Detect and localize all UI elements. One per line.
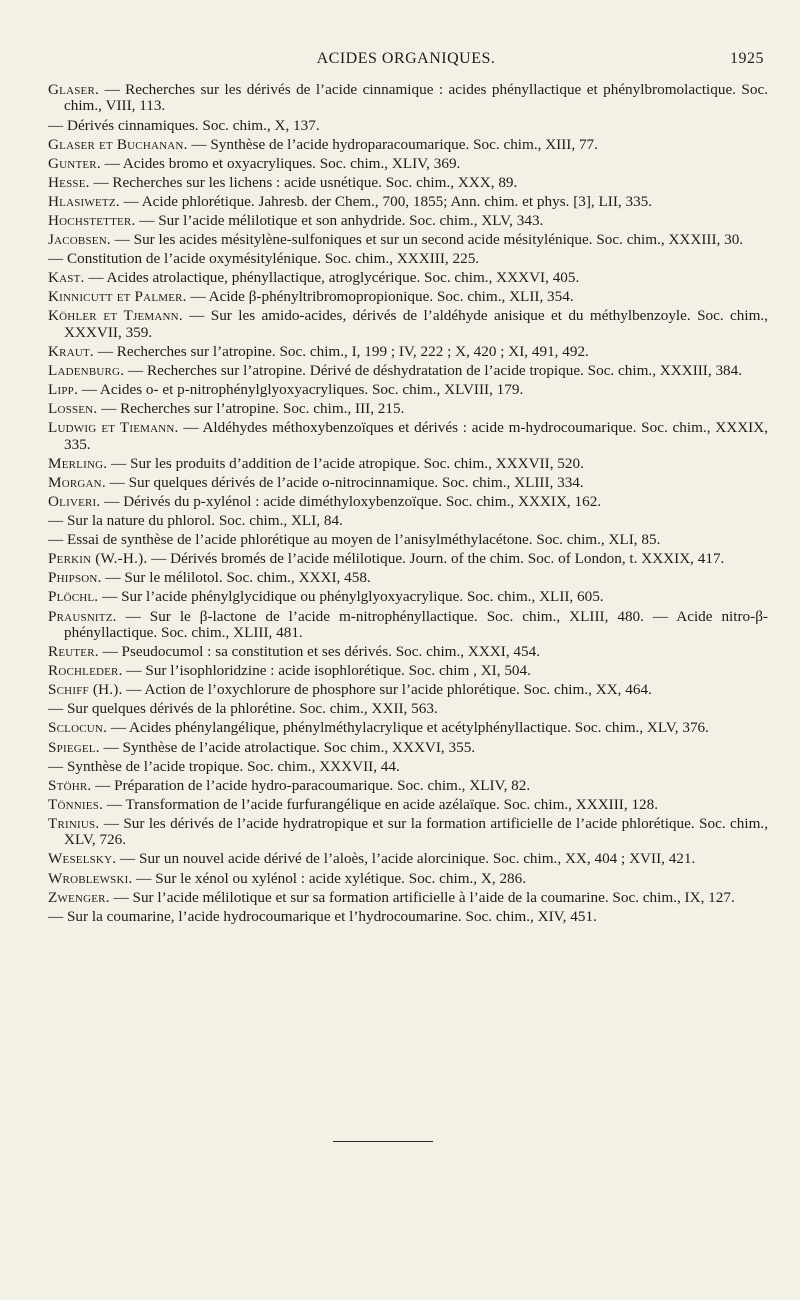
bibliography-entry <box>48 532 768 548</box>
entry-text: — Acide β-phényltribromopropionique. Soc. chim., XLII, 354. <box>186 288 574 306</box>
entry-author: Morgan. <box>48 473 106 491</box>
bibliography-entry <box>48 663 768 679</box>
bibliography-entry <box>48 551 768 567</box>
entry-author: Weselsky. <box>48 850 117 868</box>
entry-author: Tönnies. <box>48 795 104 813</box>
entry-text: — Recherches sur les dérivés de l’acide cinnamique : acides phényllactique et phénylbromolactique. Soc. chim., VIII, 113. <box>64 81 768 115</box>
entry-text: — Pseudocumol : sa constitution et ses dérivés. Soc. chim., XXXI, 454. <box>98 643 540 661</box>
bibliography-entry <box>48 797 768 813</box>
bibliography-entry <box>48 720 768 736</box>
bibliography-entry <box>48 289 768 305</box>
entry-text: — Synthèse de l’acide hydroparacoumarique. Soc. chim., XIII, 77. <box>187 135 598 153</box>
entry-author: Reuter. <box>48 643 99 661</box>
entry-text: — Sur l’acide phénylglycidique ou phénylglyoxyacrylique. Soc. chim., XLII, 605. <box>98 588 604 606</box>
end-rule <box>333 1141 433 1142</box>
entry-author: Plöchl. <box>48 588 99 606</box>
bibliography-entry <box>48 589 768 605</box>
entry-text: — Sur la nature du phlorol. Soc. chim., XLI, 84. <box>48 512 343 530</box>
bibliography-entry <box>48 82 768 115</box>
bibliography-entry <box>48 137 768 153</box>
entry-text: — Acides bromo et oxyacryliques. Soc. chim., XLIV, 369. <box>100 154 461 172</box>
entry-author: Hesse. <box>48 173 90 191</box>
entry-text: — Acides phénylangélique, phénylméthylacrylique et acétylphényllactique. Soc. chim., XLV, 376. <box>107 719 709 737</box>
page-number: 1925 <box>730 50 764 67</box>
bibliography-entry <box>48 232 768 248</box>
entry-author: Lossen. <box>48 400 98 418</box>
bibliography-entry <box>48 363 768 379</box>
entry-text: — Dérivés bromés de l’acide mélilotique. Journ. of the chim. Soc. of London, t. XXXIX, 417. <box>147 550 725 568</box>
entry-author: Merling. <box>48 454 108 472</box>
bibliography-entry <box>48 701 768 717</box>
bibliography-entry <box>48 456 768 472</box>
bibliography-entry <box>48 194 768 210</box>
entry-author: Sclocun. <box>48 719 108 737</box>
entry-author: Stöhr. <box>48 776 92 794</box>
entry-text: — Recherches sur l’atropine. Dérivé de déshydratation de l’acide tropique. Soc. chim., XXXIII, 384. <box>124 362 743 380</box>
entry-text: — Recherches sur l’atropine. Soc. chim., III, 215. <box>97 400 405 418</box>
entry-text: — Recherches sur l’atropine. Soc. chim., I, 199 ; IV, 222 ; X, 420 ; XI, 491, 492. <box>93 342 589 360</box>
entry-text: — Synthèse de l’acide atrolactique. Soc chim., XXXVI, 355. <box>99 738 476 756</box>
bibliography-entry <box>48 609 768 642</box>
entry-text: — Dérivés du p-xylénol : acide diméthyloxybenzoïque. Soc. chim., XXXIX, 162. <box>100 493 602 510</box>
entry-text: — Action de l’oxychlorure de phosphore sur l’acide phlorétique. Soc. chim., XX, 464. <box>122 681 652 699</box>
bibliography-entry <box>48 401 768 417</box>
bibliography-entry <box>48 513 768 529</box>
entry-text: — Recherches sur les lichens : acide usnétique. Soc. chim., XXX, 89. <box>89 173 518 191</box>
bibliography-entry <box>48 778 768 794</box>
running-title: ACIDES ORGANIQUES. <box>316 50 496 67</box>
entry-author: Köhler et Tjemann. <box>48 307 183 325</box>
entry-author: Trinius. <box>48 814 100 832</box>
entry-author: Perkin (W.-H.). <box>48 550 148 568</box>
bibliography-entry <box>48 682 768 698</box>
entry-author: Ladenburg. <box>48 362 125 380</box>
entry-author: Hlasiwetz. <box>48 192 120 210</box>
bibliography-entry <box>48 890 768 906</box>
entry-text: — Sur les acides mésitylène-sulfoniques et sur un second acide mésitylénique. Soc. chim., XXXIII, 30. <box>110 231 744 249</box>
entry-author: Rochleder. <box>48 662 123 680</box>
entry-author: Wroblewski. <box>48 869 133 887</box>
entry-author: Glaser et Buchanan. <box>48 135 188 153</box>
entry-text: — Aldéhydes méthoxybenzoïques et dérivés : acide m-hydrocoumarique. Soc. chim., XXXIX, 335. <box>64 419 768 453</box>
entry-text: — Constitution de l’acide oxymésitylénique. Soc. chim., XXXIII, 225. <box>48 250 480 268</box>
bibliography-entry <box>48 644 768 660</box>
bibliography-entry <box>48 420 768 453</box>
running-header <box>48 50 764 74</box>
entry-text: — Sur le xénol ou xylénol : acide xylétique. Soc. chim., X, 286. <box>132 869 527 887</box>
entry-author: Hochstetter. <box>48 211 136 229</box>
entry-author: Prausnitz. <box>48 607 117 625</box>
bibliography-entry <box>48 816 768 849</box>
bibliography-entry <box>48 270 768 286</box>
entry-text: — Sur les amido-acides, dérivés de l’aldéhyde anisique et du méthylbenzoyle. Soc. chim., XXXVII, 359. <box>64 307 768 341</box>
entry-text: — Sur l’acide mélilotique et sur sa formation artificielle à l’aide de la coumarine. Soc. chim., IX, 127. <box>109 888 735 906</box>
bibliography-entry <box>48 740 768 756</box>
bibliography-entry <box>48 175 768 191</box>
entry-author: Kraut. <box>48 342 94 360</box>
bibliography-entry <box>48 909 768 925</box>
bibliography-entry <box>48 851 768 867</box>
entry-author: Kast. <box>48 269 85 287</box>
entry-author: Kinnicutt et Palmer. <box>48 288 187 306</box>
entry-text: — Dérivés cinnamiques. Soc. chim., X, 137. <box>48 116 320 134</box>
entry-text: — Sur les produits d’addition de l’acide atropique. Soc. chim., XXXVII, 520. <box>107 454 584 472</box>
entry-author: Glaser. <box>48 81 100 98</box>
bibliography-entry <box>48 251 768 267</box>
entry-text: — Sur quelques dérivés de la phlorétine. Soc. chim., XXII, 563. <box>48 700 438 718</box>
entry-text: — Synthèse de l’acide tropique. Soc. chim., XXXVII, 44. <box>48 757 400 775</box>
entry-author: Ludwig et Tiemann. <box>48 419 179 437</box>
entry-text: — Essai de synthèse de l’acide phlorétique au moyen de l’anisylméthylacétone. Soc. chim., XLI, 85. <box>48 531 661 549</box>
entry-author: Phipson. <box>48 569 102 587</box>
entry-text: — Acide phlorétique. Jahresb. der Chem., 700, 1855; Ann. chim. et phys. [3], LII, 335. <box>119 192 653 210</box>
bibliography-entry <box>48 118 768 134</box>
bibliography-entry <box>48 494 768 510</box>
entry-text: — Sur l’acide mélilotique et son anhydride. Soc. chim., XLV, 343. <box>135 211 544 229</box>
bibliography-entry <box>48 570 768 586</box>
entry-text: — Préparation de l’acide hydro-paracoumarique. Soc. chim., XLIV, 82. <box>91 776 531 794</box>
bibliography-list <box>48 82 768 928</box>
entry-text: — Sur la coumarine, l’acide hydrocoumarique et l’hydrocoumarine. Soc. chim., XIV, 451. <box>48 907 597 925</box>
bibliography-entry <box>48 871 768 887</box>
entry-author: Jacobsen. <box>48 231 111 249</box>
entry-text: — Sur le β-lactone de l’acide m-nitrophényllactique. Soc. chim., XLIII, 480. — Acide nitro-β-phényllactique. Soc. chim., XLIII, 481. <box>64 607 768 641</box>
entry-author: Lipp. <box>48 381 78 399</box>
entry-text: — Sur le mélilotol. Soc. chim., XXXI, 458. <box>101 569 371 587</box>
entry-author: Schiff (H.). <box>48 681 123 699</box>
entry-author: Spiegel. <box>48 738 100 756</box>
entry-text: — Sur l’isophloridzine : acide isophlorétique. Soc. chim , XI, 504. <box>122 662 531 680</box>
entry-text: — Transformation de l’acide furfurangélique en acide azélaïque. Soc. chim., XXXIII, 128. <box>103 795 659 813</box>
bibliography-entry <box>48 213 768 229</box>
entry-text: — Sur quelques dérivés de l’acide o-nitrocinnamique. Soc. chim., XLIII, 334. <box>105 473 584 491</box>
entry-author: Zwenger. <box>48 888 110 906</box>
entry-text: — Sur un nouvel acide dérivé de l’aloès, l’acide alorcinique. Soc. chim., XX, 404 ; XVII, 421. <box>116 850 696 868</box>
entry-text: — Acides o- et p-nitrophénylglyoxyacryliques. Soc. chim., XLVIII, 179. <box>77 381 524 399</box>
entry-text: — Sur les dérivés de l’acide hydratropique et sur la formation artificielle de l’acide phlorétique. Soc. chim., XLV, 726. <box>64 814 768 849</box>
entry-author: Gunter. <box>48 154 101 172</box>
entry-text: — Acides atrolactique, phényllactique, atroglycérique. Soc. chim., XXXVI, 405. <box>84 269 580 287</box>
bibliography-entry <box>48 308 768 341</box>
entry-author: Oliveri. <box>48 493 101 510</box>
bibliography-entry <box>48 344 768 360</box>
bibliography-entry <box>48 156 768 172</box>
bibliography-entry <box>48 382 768 398</box>
bibliography-entry <box>48 759 768 775</box>
bibliography-entry <box>48 475 768 491</box>
